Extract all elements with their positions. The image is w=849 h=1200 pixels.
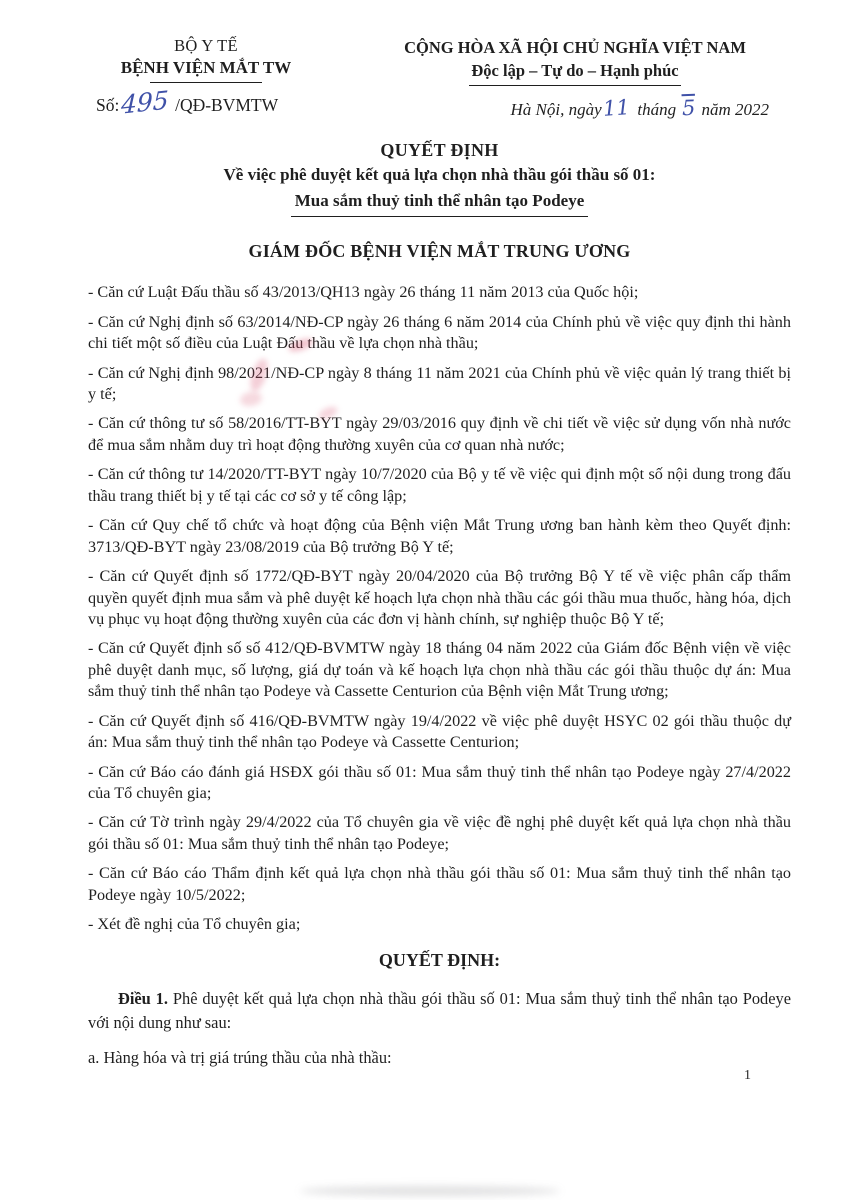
date-suffix: năm 2022: [701, 100, 769, 119]
legal-basis-paragraph: - Căn cứ Nghị định 98/2021/NĐ-CP ngày 8 tháng 11 năm 2021 của Chính phủ về việc quản lý trang thiết bị y tế;: [88, 363, 791, 403]
legal-basis-paragraph: - Căn cứ Quyết định số 1772/QĐ-BYT ngày 20/04/2020 của Bộ trưởng Bộ Y tế về việc phân cấp thẩm quyền quyết định mua sắm và phê duyệt kế hoạch lựa chọn nhà thầu các gói thầu mua thuốc, hàng hóa, dịch vụ phục vụ hoạt động thường xuyên của các đơn vị hành chính, sự nghiệp thuộc Bộ Y tế;: [88, 567, 791, 628]
date-mid: tháng: [637, 100, 677, 119]
hospital-name: BỆNH VIỆN MẮT TW: [120, 58, 292, 77]
document-number-label: Số:: [96, 95, 120, 115]
document-number-suffix: /QĐ-BVMTW: [175, 95, 279, 115]
legal-basis-paragraph: - Căn cứ Quyết định số số 412/QĐ-BVMTW ngày 18 tháng 04 năm 2022 của Giám đốc Bệnh viện về việc phê duyệt danh mục, số lượng, giá dự toán và kế hoạch lựa chọn nhà thầu các gói thầu thuộc dự án: Mua sắm thuỷ tinh thể nhân tạo Podeye và Cassette Centurion của Bệnh viện Mắt Trung ương;: [88, 639, 791, 700]
document-number-line: [70, 85, 342, 120]
national-motto-block: [359, 36, 791, 120]
document-subtitle-line1: Về việc phê duyệt kết quả lựa chọn nhà thầu gói thầu số 01:: [223, 165, 656, 184]
legal-basis-paragraph: - Căn cứ thông tư số 58/2016/TT-BYT ngày 29/03/2016 quy định về chi tiết về việc sử dụng vốn nhà nước để mua sắm nhằm duy trì hoạt động thường xuyên của cơ quan nhà nước;: [88, 414, 791, 454]
place-date-line: [359, 95, 791, 121]
title-block: [88, 140, 791, 217]
decision-heading: QUYẾT ĐỊNH:: [378, 949, 501, 970]
document-header: [88, 36, 791, 120]
motto-line: Độc lập – Tự do – Hạnh phúc: [471, 61, 679, 80]
issuing-org-block: [70, 36, 342, 120]
legal-basis-paragraph: - Căn cứ Luật Đấu thầu số 43/2013/QH13 ngày 26 tháng 11 năm 2013 của Quốc hội;: [88, 282, 639, 301]
legal-basis-paragraph: - Xét đề nghị của Tổ chuyên gia;: [88, 915, 301, 934]
article-1-label: Điều 1.: [118, 988, 168, 1008]
legal-basis-section: [88, 282, 791, 936]
legal-basis-paragraph: - Căn cứ Quyết định số 416/QĐ-BVMTW ngày 19/4/2022 về việc phê duyệt HSYC 02 gói thầu thuộc dự án: Mua sắm thuỷ tinh thể nhân tạo Podeye và Cassette Centurion;: [88, 711, 791, 751]
legal-basis-paragraph: - Căn cứ thông tư 14/2020/TT-BYT ngày 10/7/2020 của Bộ y tế về việc qui định một số nội dung trong đấu thầu trang thiết bị y tế tại các cơ sở y tế công lập;: [88, 465, 791, 505]
legal-basis-paragraph: - Căn cứ Báo cáo đánh giá HSĐX gói thầu số 01: Mua sắm thuỷ tinh thể nhân tạo Podeye ngày 27/4/2022 của Tổ chuyên gia;: [88, 762, 791, 802]
org-divider-rule: [150, 82, 262, 83]
document-number-handwritten: 495: [120, 85, 170, 120]
page-number: 1: [744, 1068, 751, 1083]
document-type-title: QUYẾT ĐỊNH: [380, 140, 499, 160]
article-1-section: [88, 987, 791, 1071]
country-title: CỘNG HÒA XÃ HỘI CHỦ NGHĨA VIỆT NAM: [404, 38, 746, 57]
issuer-title: GIÁM ĐỐC BỆNH VIỆN MẮT TRUNG ƯƠNG: [248, 240, 631, 261]
date-prefix: Hà Nội, ngày: [510, 100, 602, 119]
article-1-paragraph: [88, 987, 791, 1036]
date-day-handwritten: 11: [601, 95, 631, 121]
legal-basis-paragraph: - Căn cứ Quy chế tổ chức và hoạt động của Bệnh viện Mắt Trung ương ban hành kèm theo Quyết định: 3713/QĐ-BYT ngày 23/08/2019 của Bộ trưởng Bộ Y tế;: [88, 516, 791, 556]
legal-basis-paragraph: - Căn cứ Báo cáo Thẩm định kết quả lựa chọn nhà thầu gói thầu số 01: Mua sắm thuỷ tinh thể nhân tạo Podeye ngày 10/5/2022;: [88, 864, 791, 904]
motto-divider-rule: [469, 85, 681, 86]
legal-basis-paragraph: - Căn cứ Nghị định số 63/2014/NĐ-CP ngày 26 tháng 6 năm 2014 của Chính phủ về việc quy định thi hành chi tiết một số điều của Luật Đấu thầu về lựa chọn nhà thầu;: [88, 312, 791, 352]
item-a-paragraph: a. Hàng hóa và trị giá trúng thầu của nhà thầu:: [88, 1047, 392, 1067]
document-subtitle-line2: Mua sắm thuỷ tinh thể nhân tạo Podeye: [291, 190, 589, 217]
ministry-name: BỘ Y TẾ: [174, 36, 238, 55]
article-1-text: Phê duyệt kết quả lựa chọn nhà thầu gói thầu số 01: Mua sắm thuỷ tinh thể nhân tạo Podeye với nội dung như sau:: [88, 988, 791, 1033]
scanner-edge-smudge: [300, 1186, 560, 1196]
legal-basis-paragraph: - Căn cứ Tờ trình ngày 29/4/2022 của Tổ chuyên gia về việc đề nghị phê duyệt kết quả lựa chọn nhà thầu gói thầu số 01: Mua sắm thuỷ tinh thể nhân tạo Podeye;: [88, 813, 791, 853]
